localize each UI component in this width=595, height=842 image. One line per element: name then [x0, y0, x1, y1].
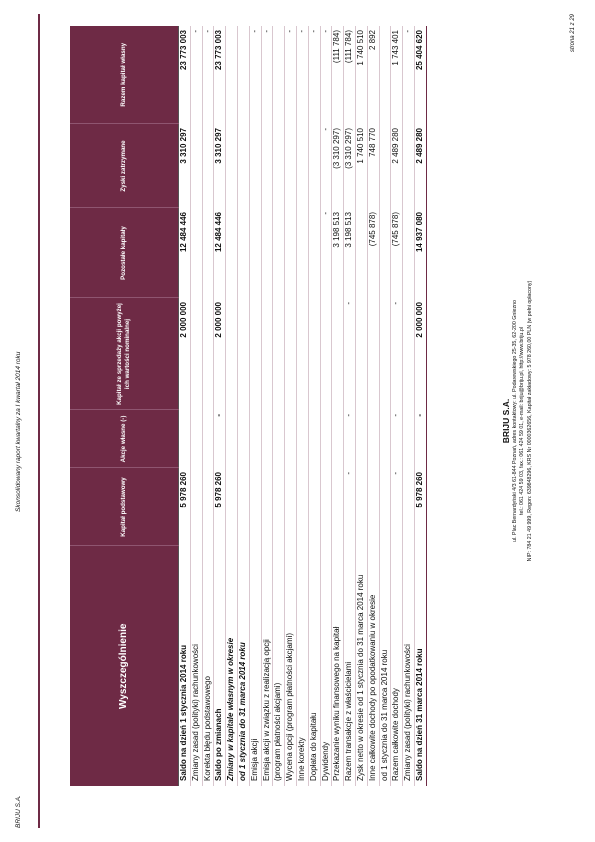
row-label: Zysk netto w okresie od 1 stycznia do 31 marca 2014 roku	[355, 546, 367, 786]
row-value	[226, 26, 238, 124]
column-header: Wyszczególnienie	[70, 546, 179, 786]
table-row	[285, 26, 297, 786]
row-value	[379, 208, 391, 298]
row-value	[403, 410, 415, 468]
row-value: -	[391, 468, 403, 546]
row-value	[226, 410, 238, 468]
row-label: Inne korekty	[296, 546, 308, 786]
row-value	[367, 410, 379, 468]
row-value: (111 784)	[344, 26, 356, 124]
row-label: Dywidendy	[320, 546, 332, 786]
row-value: 23 773 003	[214, 26, 226, 124]
row-value	[190, 124, 202, 208]
row-value	[403, 208, 415, 298]
row-value: 1 743 401	[391, 26, 403, 124]
column-header: Akcje własne (-)	[70, 410, 179, 468]
row-value	[332, 410, 344, 468]
row-value: 5 978 260	[214, 468, 226, 546]
table-row	[320, 26, 332, 786]
row-value: 2 000 000	[214, 298, 226, 410]
row-label: Dopłata do kapitału	[308, 546, 320, 786]
row-value	[403, 468, 415, 546]
table-row	[403, 26, 415, 786]
row-value: -	[308, 26, 320, 124]
row-value	[320, 298, 332, 410]
row-value	[249, 410, 261, 468]
row-value: 3 198 513	[332, 208, 344, 298]
row-label: (program płatności akcjami)	[273, 546, 285, 786]
row-value	[296, 124, 308, 208]
row-value: 12 484 446	[179, 208, 191, 298]
column-header: Zyski zatrzymane	[70, 124, 179, 208]
table-row	[190, 26, 202, 786]
row-value: (111 784)	[332, 26, 344, 124]
row-value: -	[391, 298, 403, 410]
row-label: Inne całkowite dochody po opodatkowaniu w okresie	[367, 546, 379, 786]
row-value	[296, 208, 308, 298]
row-value: (3 310 297)	[332, 124, 344, 208]
row-value: -	[344, 468, 356, 546]
column-header: Pozostałe kapitały	[70, 208, 179, 298]
row-value	[237, 124, 249, 208]
row-value	[308, 208, 320, 298]
row-value: 3 310 297	[179, 124, 191, 208]
row-label: Zmiany zasad (polityki) rachunkowości	[190, 546, 202, 786]
header-report-title: Skonsolidowany raport kwartalny za I kwartał 2014 roku	[15, 351, 22, 512]
row-value: -	[391, 410, 403, 468]
row-value: 2 489 280	[414, 124, 426, 208]
row-label: Zmiany zasad (polityki) rachunkowości	[403, 546, 415, 786]
row-value	[237, 468, 249, 546]
equity-changes-table	[70, 26, 427, 786]
table-row	[379, 26, 391, 786]
row-value	[320, 468, 332, 546]
row-label: od 1 stycznia do 31 marca 2014 roku	[237, 546, 249, 786]
table-row	[344, 26, 356, 786]
row-value: -	[296, 26, 308, 124]
row-label: Emisja akcji w związku z realizacją opcji	[261, 546, 273, 786]
row-value	[308, 468, 320, 546]
header-company: BRIJU S.A.	[15, 795, 22, 828]
row-value: 748 770	[367, 124, 379, 208]
row-value	[226, 298, 238, 410]
row-value: -	[344, 298, 356, 410]
column-header: Kapitał podstawowy	[70, 468, 179, 546]
row-value	[308, 124, 320, 208]
row-value: 2 000 000	[179, 298, 191, 410]
footer-address: ul. Plac Bernardyński 4/3 61-844 Poznań, adres kontaktowy: ul. Podarewskiego 25-35, 62-200 Gniezno	[512, 299, 518, 543]
table-row	[179, 26, 191, 786]
row-value	[355, 208, 367, 298]
row-label: Korekta błędu podstawowego	[202, 546, 214, 786]
row-value	[367, 298, 379, 410]
table-row	[249, 26, 261, 786]
row-value	[202, 208, 214, 298]
row-value	[273, 468, 285, 546]
row-label: Saldo na dzień 31 marca 2014 roku	[414, 546, 426, 786]
row-value	[285, 468, 297, 546]
row-value	[355, 298, 367, 410]
row-value: -	[403, 26, 415, 124]
row-label: Saldo na dzień 1 stycznia 2014 roku	[179, 546, 191, 786]
row-value	[190, 208, 202, 298]
row-value	[285, 298, 297, 410]
table-row	[308, 26, 320, 786]
row-value: 14 937 080	[414, 208, 426, 298]
row-value	[308, 410, 320, 468]
row-value	[202, 298, 214, 410]
row-label: Przekazanie wyniku finansowego na kapitał	[332, 546, 344, 786]
row-value: -	[190, 26, 202, 124]
row-value	[273, 26, 285, 124]
row-value	[285, 208, 297, 298]
row-value	[367, 468, 379, 546]
page-number: strona 21 z 29	[570, 14, 576, 53]
row-value: 2 000 000	[414, 298, 426, 410]
row-value	[273, 298, 285, 410]
row-value: 5 978 260	[179, 468, 191, 546]
row-value: -	[320, 26, 332, 124]
row-value: -	[214, 410, 226, 468]
row-value	[237, 26, 249, 124]
row-value	[296, 298, 308, 410]
row-value	[261, 208, 273, 298]
table-row	[355, 26, 367, 786]
row-value: -	[344, 410, 356, 468]
table-row	[367, 26, 379, 786]
table-row	[414, 26, 426, 786]
row-value: 23 773 003	[179, 26, 191, 124]
row-value	[285, 410, 297, 468]
row-value: -	[285, 26, 297, 124]
table-row	[261, 26, 273, 786]
row-value: (745 878)	[391, 208, 403, 298]
row-value: 3 310 297	[214, 124, 226, 208]
row-value	[261, 298, 273, 410]
row-label: Saldo po zmianach	[214, 546, 226, 786]
table-row	[237, 26, 249, 786]
row-value	[379, 124, 391, 208]
row-value	[190, 410, 202, 468]
row-value: -	[320, 208, 332, 298]
row-value	[332, 468, 344, 546]
row-value: (745 878)	[367, 208, 379, 298]
row-value	[261, 468, 273, 546]
page-footer	[500, 0, 534, 842]
row-value: -	[261, 26, 273, 124]
row-value	[249, 298, 261, 410]
row-label: Wycena opcji (program płatności akcjami)	[285, 546, 297, 786]
row-value	[261, 410, 273, 468]
table-row	[332, 26, 344, 786]
row-value	[237, 298, 249, 410]
row-value	[190, 298, 202, 410]
row-label: Zmiany w kapitale własnym w okresie	[226, 546, 238, 786]
row-value	[379, 468, 391, 546]
row-value	[355, 468, 367, 546]
row-value	[261, 124, 273, 208]
row-value: 2 892	[367, 26, 379, 124]
header-rule	[38, 14, 40, 828]
row-value	[296, 468, 308, 546]
table-header-row	[70, 26, 179, 786]
table-row	[391, 26, 403, 786]
row-value	[249, 124, 261, 208]
column-header: Razem kapitał własny	[70, 26, 179, 124]
row-value: (3 310 297)	[344, 124, 356, 208]
column-header: Kapitał ze sprzedaży akcji powyżej ich wartości nominalnej	[70, 298, 179, 410]
footer-registration: NIP: 784 21 49 999, Regon: 639848296, KRS Nr 0000362656, Kapitał zakładowy: 5 978 260,00 PLN (w pełni opłacony)	[526, 280, 533, 562]
row-value	[379, 26, 391, 124]
row-value	[249, 208, 261, 298]
row-value: -	[202, 26, 214, 124]
row-value: 1 740 510	[355, 26, 367, 124]
row-value	[308, 298, 320, 410]
row-value	[202, 410, 214, 468]
table-row	[214, 26, 226, 786]
row-value	[202, 124, 214, 208]
row-value: -	[249, 26, 261, 124]
row-value: -	[320, 124, 332, 208]
row-value: 3 198 513	[344, 208, 356, 298]
table-row	[296, 26, 308, 786]
row-value	[202, 468, 214, 546]
row-value	[296, 410, 308, 468]
row-value	[226, 468, 238, 546]
row-value	[379, 410, 391, 468]
row-value	[320, 410, 332, 468]
row-value	[403, 124, 415, 208]
row-value: 12 484 446	[214, 208, 226, 298]
table-row	[273, 26, 285, 786]
table-row	[226, 26, 238, 786]
row-value	[332, 298, 344, 410]
row-value	[379, 298, 391, 410]
row-label: Razem całkowite dochody	[391, 546, 403, 786]
row-value	[249, 468, 261, 546]
row-value	[273, 208, 285, 298]
footer-company: BRIJU S.A.	[501, 398, 511, 444]
row-label: Razem transakcje z właścicielami	[344, 546, 356, 786]
row-label: od 1 stycznia do 31 marca 2014 roku	[379, 546, 391, 786]
row-value: 5 978 260	[414, 468, 426, 546]
row-value	[403, 298, 415, 410]
row-label: Emisja akcji	[249, 546, 261, 786]
row-value: -	[414, 410, 426, 468]
row-value	[226, 208, 238, 298]
row-value	[226, 124, 238, 208]
row-value	[273, 410, 285, 468]
row-value	[355, 410, 367, 468]
row-value	[237, 208, 249, 298]
row-value	[237, 410, 249, 468]
row-value: 2 489 280	[391, 124, 403, 208]
footer-contact: tel.: 061 424 59 03, fax.: 061 424 59 01, e-mail: briju@briju.pl, http://www.briju.pl	[519, 327, 526, 515]
table-row	[202, 26, 214, 786]
row-value	[285, 124, 297, 208]
row-value: 1 740 510	[355, 124, 367, 208]
row-value: 25 404 620	[414, 26, 426, 124]
row-value	[179, 410, 191, 468]
row-value	[190, 468, 202, 546]
row-value	[273, 124, 285, 208]
